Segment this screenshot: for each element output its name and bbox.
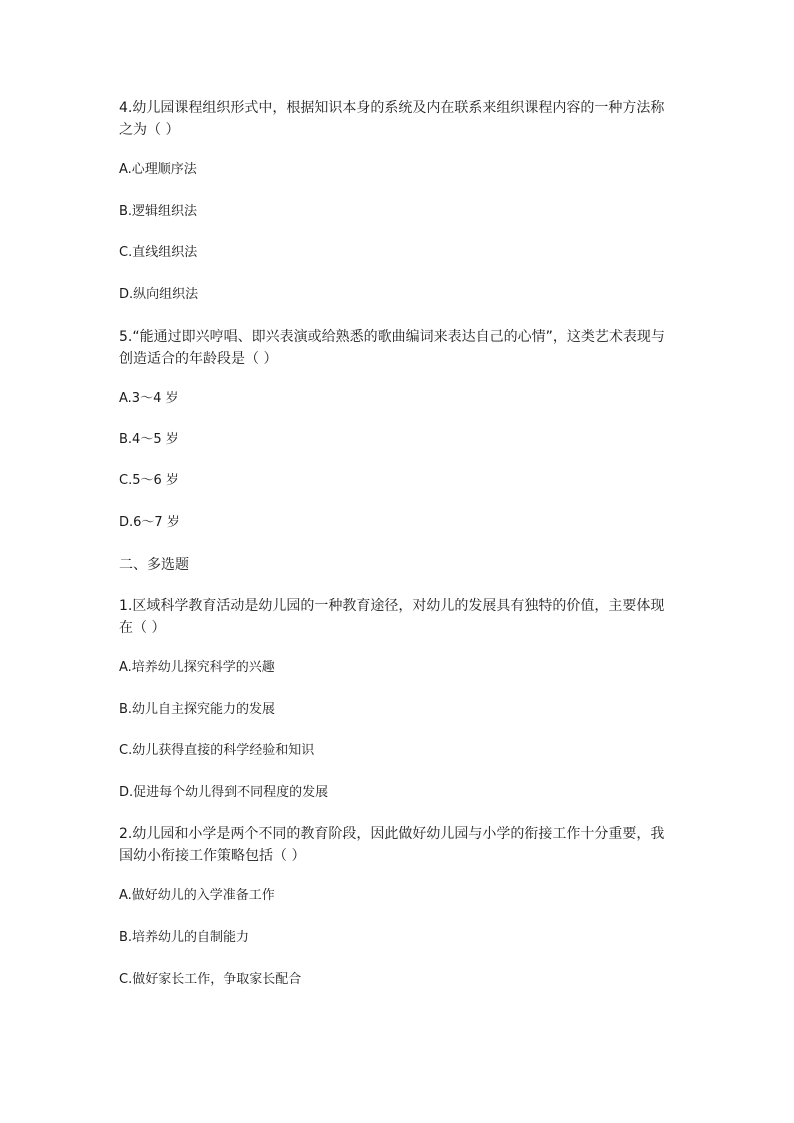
mc-question-2-option-b: B.培养幼儿的自制能力 bbox=[119, 930, 250, 945]
mc-question-2-text-line-2: 国幼小衔接工作策略包括（ ） bbox=[119, 848, 306, 864]
question-4-option-d: D.纵向组织法 bbox=[119, 287, 199, 302]
mc-question-2-option-a: A.做好幼儿的入学准备工作 bbox=[119, 888, 275, 903]
mc-question-2-text-line-1: 2.幼儿园和小学是两个不同的教育阶段，因此做好幼儿园与小学的衔接工作十分重要，我 bbox=[119, 826, 665, 842]
mc-question-1-text-line-1: 1.区域科学教育活动是幼儿园的一种教育途径，对幼儿的发展具有独特的价值，主要体现 bbox=[119, 598, 665, 614]
mc-question-2-option-c: C.做好家长工作，争取家长配合 bbox=[119, 972, 302, 987]
question-4-text-line-1: 4.幼儿园课程组织形式中，根据知识本身的系统及内在联系来组织课程内容的一种方法称 bbox=[119, 100, 665, 116]
mc-question-1-option-b: B.幼儿自主探究能力的发展 bbox=[119, 702, 276, 717]
mc-question-1-option-a: A.培养幼儿探究科学的兴趣 bbox=[119, 660, 275, 675]
question-5-text-line-1: 5.“能通过即兴哼唱、即兴表演或给熟悉的歌曲编词来表达自己的心情”，这类艺术表现与 bbox=[119, 329, 665, 345]
question-4-text-line-2: 之为（ ） bbox=[119, 122, 180, 138]
section-heading-multiple-choice: 二、多选题 bbox=[119, 557, 189, 573]
question-5-text-line-2: 创造适合的年龄段是（ ） bbox=[119, 351, 278, 367]
question-5-option-a: A.3～4 岁 bbox=[119, 391, 179, 406]
mc-question-1-text-line-2: 在（ ） bbox=[119, 620, 166, 636]
question-5-option-b: B.4～5 岁 bbox=[119, 432, 179, 447]
mc-question-1-option-d: D.促进每个幼儿得到不同程度的发展 bbox=[119, 785, 329, 800]
question-4-option-a: A.心理顺序法 bbox=[119, 162, 197, 177]
question-5-option-d: D.6～7 岁 bbox=[119, 515, 180, 530]
mc-question-1-option-c: C.幼儿获得直接的科学经验和知识 bbox=[119, 743, 315, 758]
question-4-option-b: B.逻辑组织法 bbox=[119, 204, 198, 219]
question-5-option-c: C.5～6 岁 bbox=[119, 473, 179, 488]
question-4-option-c: C.直线组织法 bbox=[119, 245, 198, 260]
